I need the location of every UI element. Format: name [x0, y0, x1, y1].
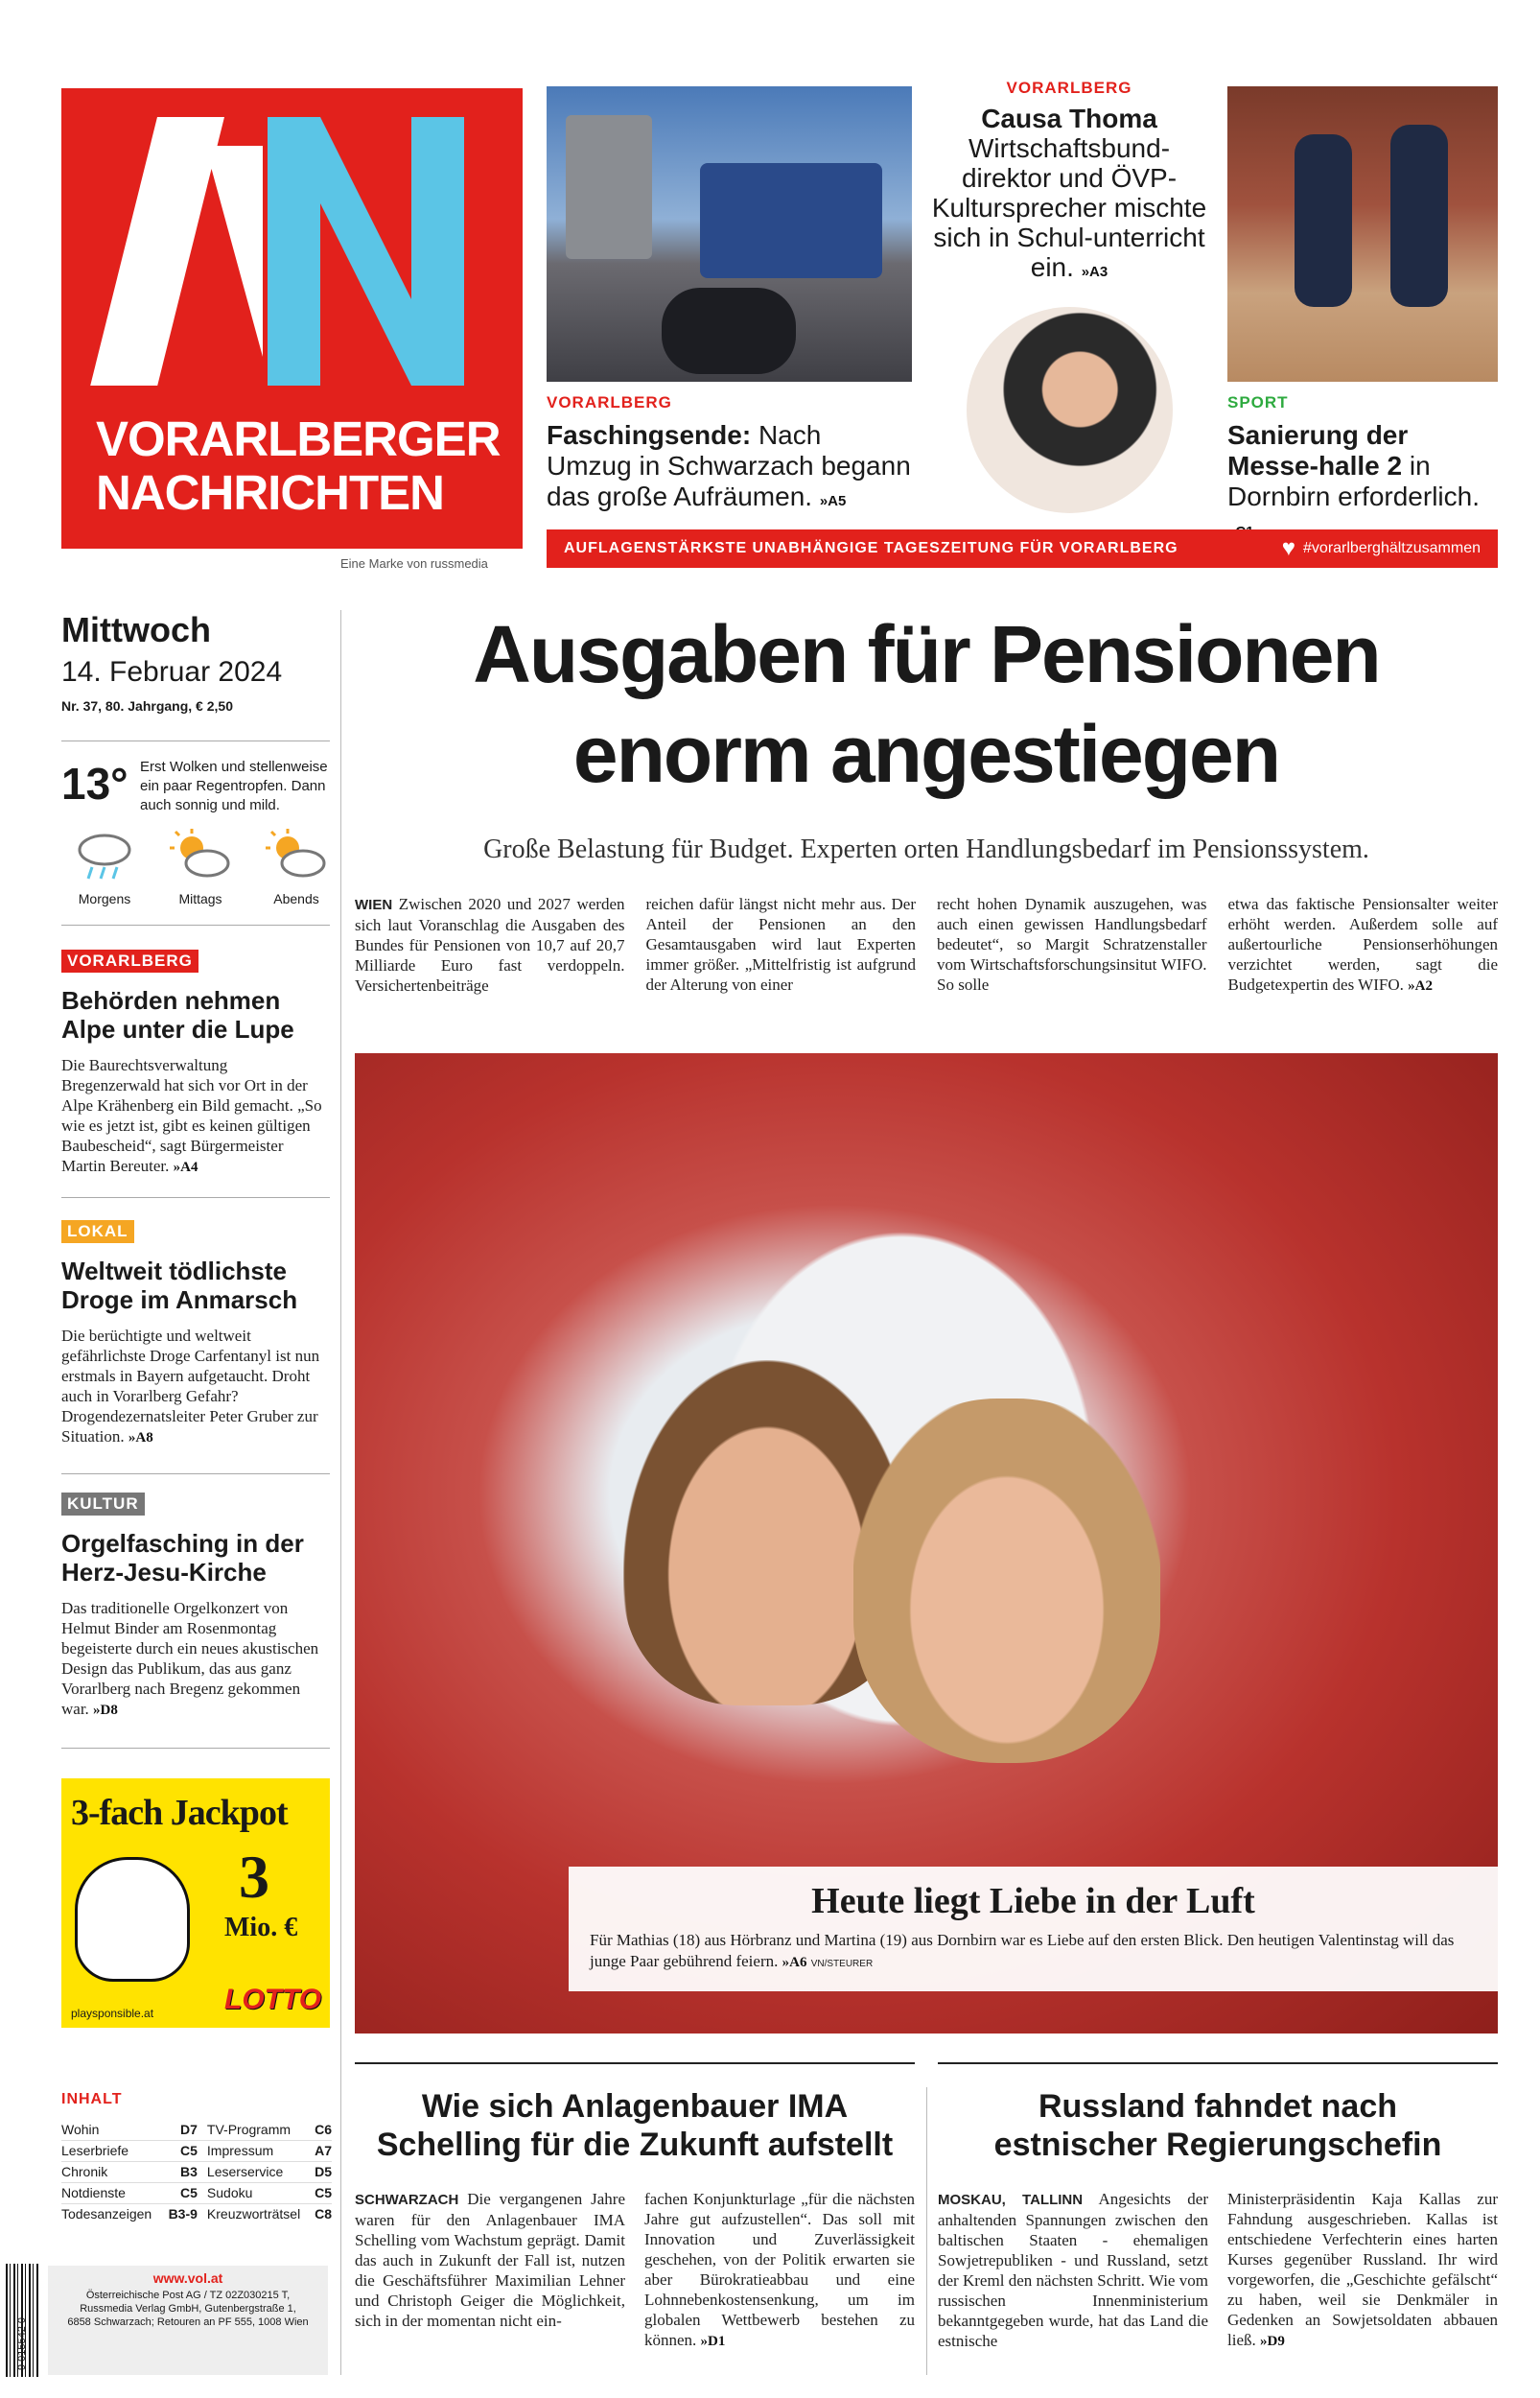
teaser-sport-headline[interactable]: Sanierung der Messe-halle 2 in Dornbirn erforderlich.	[1227, 420, 1480, 511]
masthead-logo[interactable]	[61, 88, 523, 549]
weather-mittags: Mittags	[157, 827, 244, 906]
inhalt-row[interactable]: Notdienste C5 Sudoku C5	[61, 2183, 332, 2204]
inhalt-table	[61, 2120, 332, 2224]
footer-url[interactable]: www.vol.at	[152, 2270, 223, 2286]
lead-subhead: Große Belastung für Budget. Experten orten Handlungsbedarf im Pensionssystem.	[483, 835, 1369, 864]
lotto-footer: playsponsible.at	[71, 2007, 154, 2020]
date: 14. Februar 2024	[61, 656, 283, 688]
lotto-title: 3-fach Jackpot	[71, 1793, 288, 1833]
weather-temp: 13°	[61, 759, 128, 809]
weather-morgens: Morgens	[61, 827, 148, 906]
teaser-fasching-headline[interactable]: Faschingsende: Nach Umzug in Schwarzach begann das große Aufräumen. »A5	[547, 420, 911, 511]
teaser-thoma-category: VORARLBERG	[1006, 79, 1132, 97]
vn-logo-icon	[61, 117, 523, 434]
teaser-sport-category: SPORT	[1227, 393, 1289, 411]
weather-text: Erst Wolken und stellenweise ein paar Regentropfen. Dann auch sonnig und mild.	[140, 759, 328, 813]
lotto-unit: Mio. €	[224, 1913, 298, 1942]
sidebar-tag: KULTUR	[61, 1493, 145, 1516]
issue-info: Nr. 37, 80. Jahrgang, € 2,50	[61, 698, 233, 714]
tagline-text: AUFLAGENSTÄRKSTE UNABHÄNGIGE TAGESZEITUNG FÜR VORARLBERG	[564, 540, 1178, 556]
sidebar-body: Die Baurechtsverwaltung Bregenzerwald hat sich vor Ort in der Alpe Krähenberg ein Bild gemacht. „So wie es jetzt ist, gibt es keinen gültigen Baubescheid“, sagt Bürgermeister Martin Bereuter.	[61, 1056, 322, 1175]
inhalt-row[interactable]: Chronik B3 Leserservice D5	[61, 2162, 332, 2183]
lead-place: WIEN	[355, 897, 393, 913]
sidebar-article-kultur[interactable]: KULTUR Orgelfasching in der Herz-Jesu-Kirche Das traditionelle Orgelkonzert von Helmut Binder am Rosenmontag begeisterte durch ein neues akustischen Design das Publikum, das aus ganz Vorarlberg nach Bregenz gekommen war. »D8	[61, 1493, 330, 1721]
lotto-brand: LOTTO	[224, 1984, 322, 2015]
inhalt-row[interactable]: Todesanzeigen B3-9 Kreuzworträtsel C8	[61, 2204, 332, 2225]
caption-box: Heute liegt Liebe in der Luft Für Mathias (18) aus Hörbranz und Martina (19) aus Dornbirn war es Liebe auf den ersten Blick. Den heutigen Valentinstag will das junge Paar gebührend feiern. »A6 VN/STEURER	[569, 1867, 1498, 1991]
bottom-left-headline[interactable]: Wie sich Anlagenbauer IMA Schelling für die Zukunft aufstellt	[376, 2088, 894, 2163]
lotto-amount: 3	[239, 1843, 269, 1911]
masthead-name-line1: VORARLBERGER	[96, 411, 501, 466]
brand-line: Eine Marke von russmedia	[340, 556, 488, 571]
sidebar-tag: LOKAL	[61, 1220, 134, 1243]
teaser-fasching-category: VORARLBERG	[547, 393, 672, 411]
photo-title: Heute liegt Liebe in der Luft	[811, 1881, 1255, 1921]
tagline-banner	[547, 529, 1498, 568]
lead-headline[interactable]: Ausgaben für Pensionen enorm angestiegen	[473, 609, 1380, 799]
teaser-fasching-photo[interactable]	[547, 86, 912, 382]
sidebar-body: Das traditionelle Orgelkonzert von Helmut Binder am Rosenmontag begeisterte durch ein neues akustischen Design das Publikum, das aus ganz Vorarlberg nach Bregenz gekommen war.	[61, 1599, 319, 1718]
sidebar-article-vorarlberg[interactable]: VORARLBERG Behörden nehmen Alpe unter die Lupe Die Baurechtsverwaltung Bregenzerwald hat sich vor Ort in der Alpe Krähenberg ein Bild gemacht. „So wie es jetzt ist, gibt es keinen gültigen Baubescheid“, sagt Bürgermeister Martin Bereuter. »A4	[61, 950, 330, 1178]
teaser-sport-photo[interactable]	[1227, 86, 1498, 382]
weather-abends: Abends	[253, 827, 339, 906]
photo-caption: Für Mathias (18) aus Hörbranz und Martina (19) aus Dornbirn war es Liebe auf den ersten Blick. Den heutigen Valentinstag will das junge Paar gebührend feiern.	[590, 1931, 1455, 1970]
hashtag[interactable]: #vorarlberghältzusammen	[1303, 540, 1481, 556]
sidebar-title: Behörden nehmen Alpe unter die Lupe	[61, 986, 294, 1044]
lotto-ad[interactable]	[61, 1778, 330, 2028]
inhalt-title: INHALT	[61, 2091, 123, 2107]
sidebar-body: Die berüchtigte und weltweit gefährlichste Droge Carfentanyl ist nun erstmals in Bayern aufgetaucht. Droht auch in Vorarlberg Gefahr? Drogendezernatsleiter Peter Gruber zur Situation.	[61, 1327, 320, 1446]
thoma-portrait[interactable]	[967, 307, 1173, 513]
footer-box: www.vol.at Österreichische Post AG / TZ 02Z030215 T, Russmedia Verlag GmbH, Gutenbergstraße 1, 6858 Schwarzach; Retouren an PF 555, 1008 Wien	[48, 2266, 328, 2375]
sidebar-tag: VORARLBERG	[61, 950, 198, 973]
pig-mascot-icon	[75, 1857, 190, 1982]
sidebar-article-lokal[interactable]: LOKAL Weltweit tödlichste Droge im Anmarsch Die berüchtigte und weltweit gefährlichste Droge Carfentanyl ist nun erstmals in Bayern aufgetaucht. Droht auch in Vorarlberg Gefahr? Drogendezernatsleiter Peter Gruber zur Situation. »A8	[61, 1220, 330, 1448]
sun-cloud-icon	[167, 827, 234, 884]
weekday: Mittwoch	[61, 610, 211, 649]
bottom-right-headline[interactable]: Russland fahndet nach estnischer Regierungschefin	[993, 2088, 1442, 2163]
sun-cloud-icon	[263, 827, 330, 884]
masthead-name-line2: NACHRICHTEN	[96, 465, 444, 520]
rain-cloud-icon	[71, 827, 138, 884]
sidebar-title: Weltweit tödlichste Droge im Anmarsch	[61, 1257, 298, 1314]
inhalt-row[interactable]: Wohin D7 TV-Programm C6	[61, 2122, 332, 2137]
heart-icon: ♥	[1281, 535, 1296, 561]
inhalt-row[interactable]: Leserbriefe C5 Impressum A7	[61, 2141, 332, 2162]
photo-credit: VN/STEURER	[810, 1959, 874, 1969]
person-right	[853, 1399, 1160, 1763]
valentine-photo[interactable]	[355, 1053, 1498, 2034]
barcode-number: 9 015542 0	[16, 2316, 28, 2370]
sidebar-title: Orgelfasching in der Herz-Jesu-Kirche	[61, 1529, 304, 1587]
teaser-thoma-headline[interactable]: Causa Thoma Wirtschaftsbund-direktor und ÖVP-Kultursprecher mischte sich in Schul-unterricht ein. »A3	[931, 104, 1207, 282]
